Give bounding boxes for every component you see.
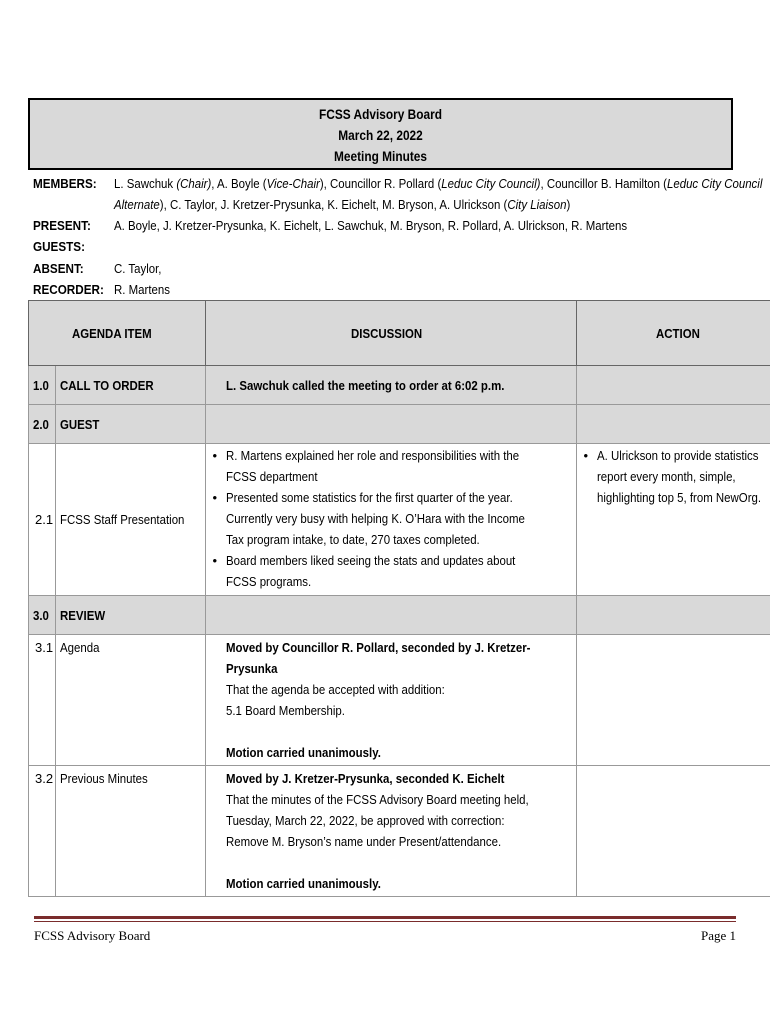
section-title: CALL TO ORDER bbox=[60, 377, 154, 393]
section-number: 2.0 bbox=[33, 416, 49, 432]
table-row-previous-minutes bbox=[29, 766, 770, 897]
table-row-staff-presentation bbox=[29, 444, 770, 596]
absent-label: ABSENT: bbox=[33, 261, 84, 276]
discussion-cell: Moved by Councillor R. Pollard, seconded by J. Kretzer- Prysunka That the agenda be accepted with addition: 5.1 Board Membership. Motion carried unanimously. bbox=[206, 635, 577, 766]
item-title: Previous Minutes bbox=[60, 771, 148, 786]
action-cell bbox=[577, 444, 770, 596]
table-header-row bbox=[29, 301, 770, 366]
item-title: FCSS Staff Presentation bbox=[60, 512, 185, 527]
meeting-date: March 22, 2022 bbox=[338, 128, 423, 143]
discussion-cell bbox=[206, 444, 577, 596]
members-value: L. Sawchuk (Chair), A. Boyle (Vice-Chair), Councillor R. Pollard (Leduc City Council), Councillor B. Hamilton (Leduc City Council Alternate), C. Taylor, J. Kretzer-Prysunka, K. Eichelt, M. Bryson, A. Ulrickson (City Liaison) bbox=[114, 176, 763, 212]
guests-label: GUESTS: bbox=[33, 239, 86, 254]
board-name: FCSS Advisory Board bbox=[318, 107, 443, 122]
footer-divider-thin bbox=[34, 921, 736, 922]
motion-result: Motion carried unanimously. bbox=[226, 745, 382, 760]
table-row-agenda bbox=[29, 635, 770, 766]
header-agenda-item: AGENDA ITEM bbox=[29, 301, 206, 366]
document-type: Meeting Minutes bbox=[333, 149, 428, 164]
recorder-value: R. Martens bbox=[114, 282, 170, 297]
list-item: • R. Martens explained her role and responsibilities with the FCSS department bbox=[206, 445, 576, 487]
header-discussion: DISCUSSION bbox=[206, 301, 577, 366]
section-row-call-to-order bbox=[29, 366, 770, 405]
members-label: MEMBERS: bbox=[33, 176, 97, 191]
section-number: 3.0 bbox=[33, 607, 49, 623]
present-label: PRESENT: bbox=[33, 218, 91, 233]
item-number: 3.2 bbox=[35, 771, 54, 786]
section-title: GUEST bbox=[60, 416, 100, 432]
title-box bbox=[28, 98, 733, 170]
section-row-guest bbox=[29, 405, 770, 444]
motion-mover: Moved by J. Kretzer-Prysunka, seconded K. Eichelt bbox=[226, 771, 505, 786]
motion-result: Motion carried unanimously. bbox=[226, 876, 382, 891]
motion-mover: Moved by Councillor R. Pollard, seconded by J. Kretzer- bbox=[226, 640, 531, 655]
footer-org: FCSS Advisory Board bbox=[34, 928, 151, 943]
discussion-cell: Moved by J. Kretzer-Prysunka, seconded K. Eichelt That the minutes of the FCSS Advisory Board meeting held, Tuesday, March 22, 2022, be approved with correction: Remove M. Bryson’s name under Present/attendance. Motion carried unanimously. bbox=[206, 766, 577, 897]
page-number: Page 1 bbox=[700, 928, 736, 943]
call-to-order-text: L. Sawchuk called the meeting to order at 6:02 p.m. bbox=[226, 377, 505, 393]
item-number: 2.1 bbox=[35, 512, 54, 527]
motion-text: That the agenda be accepted with addition: bbox=[226, 682, 446, 697]
section-row-review bbox=[29, 596, 770, 635]
present-value: A. Boyle, J. Kretzer-Prysunka, K. Eichelt, L. Sawchuk, M. Bryson, R. Pollard, A. Ulrickson, R. Martens bbox=[114, 218, 628, 233]
list-item: • A. Ulrickson to provide statistics report every month, simple, highlighting top 5, from NewOrg. bbox=[577, 445, 770, 508]
section-title: REVIEW bbox=[60, 607, 106, 623]
item-title: Agenda bbox=[60, 640, 100, 655]
footer-divider bbox=[34, 916, 736, 919]
motion-text: That the minutes of the FCSS Advisory Board meeting held, bbox=[226, 792, 530, 807]
section-number: 1.0 bbox=[33, 377, 49, 393]
header-action: ACTION bbox=[577, 301, 770, 366]
recorder-label: RECORDER: bbox=[33, 282, 104, 297]
list-item: • Board members liked seeing the stats and updates about FCSS programs. bbox=[206, 550, 576, 592]
absent-value: C. Taylor, bbox=[114, 261, 162, 276]
item-number: 3.1 bbox=[35, 640, 54, 655]
list-item: • Presented some statistics for the first quarter of the year. Currently very busy with helping K. O’Hara with the Income Tax program intake, to date, 270 taxes completed. bbox=[206, 487, 576, 550]
minutes-table bbox=[28, 300, 770, 897]
